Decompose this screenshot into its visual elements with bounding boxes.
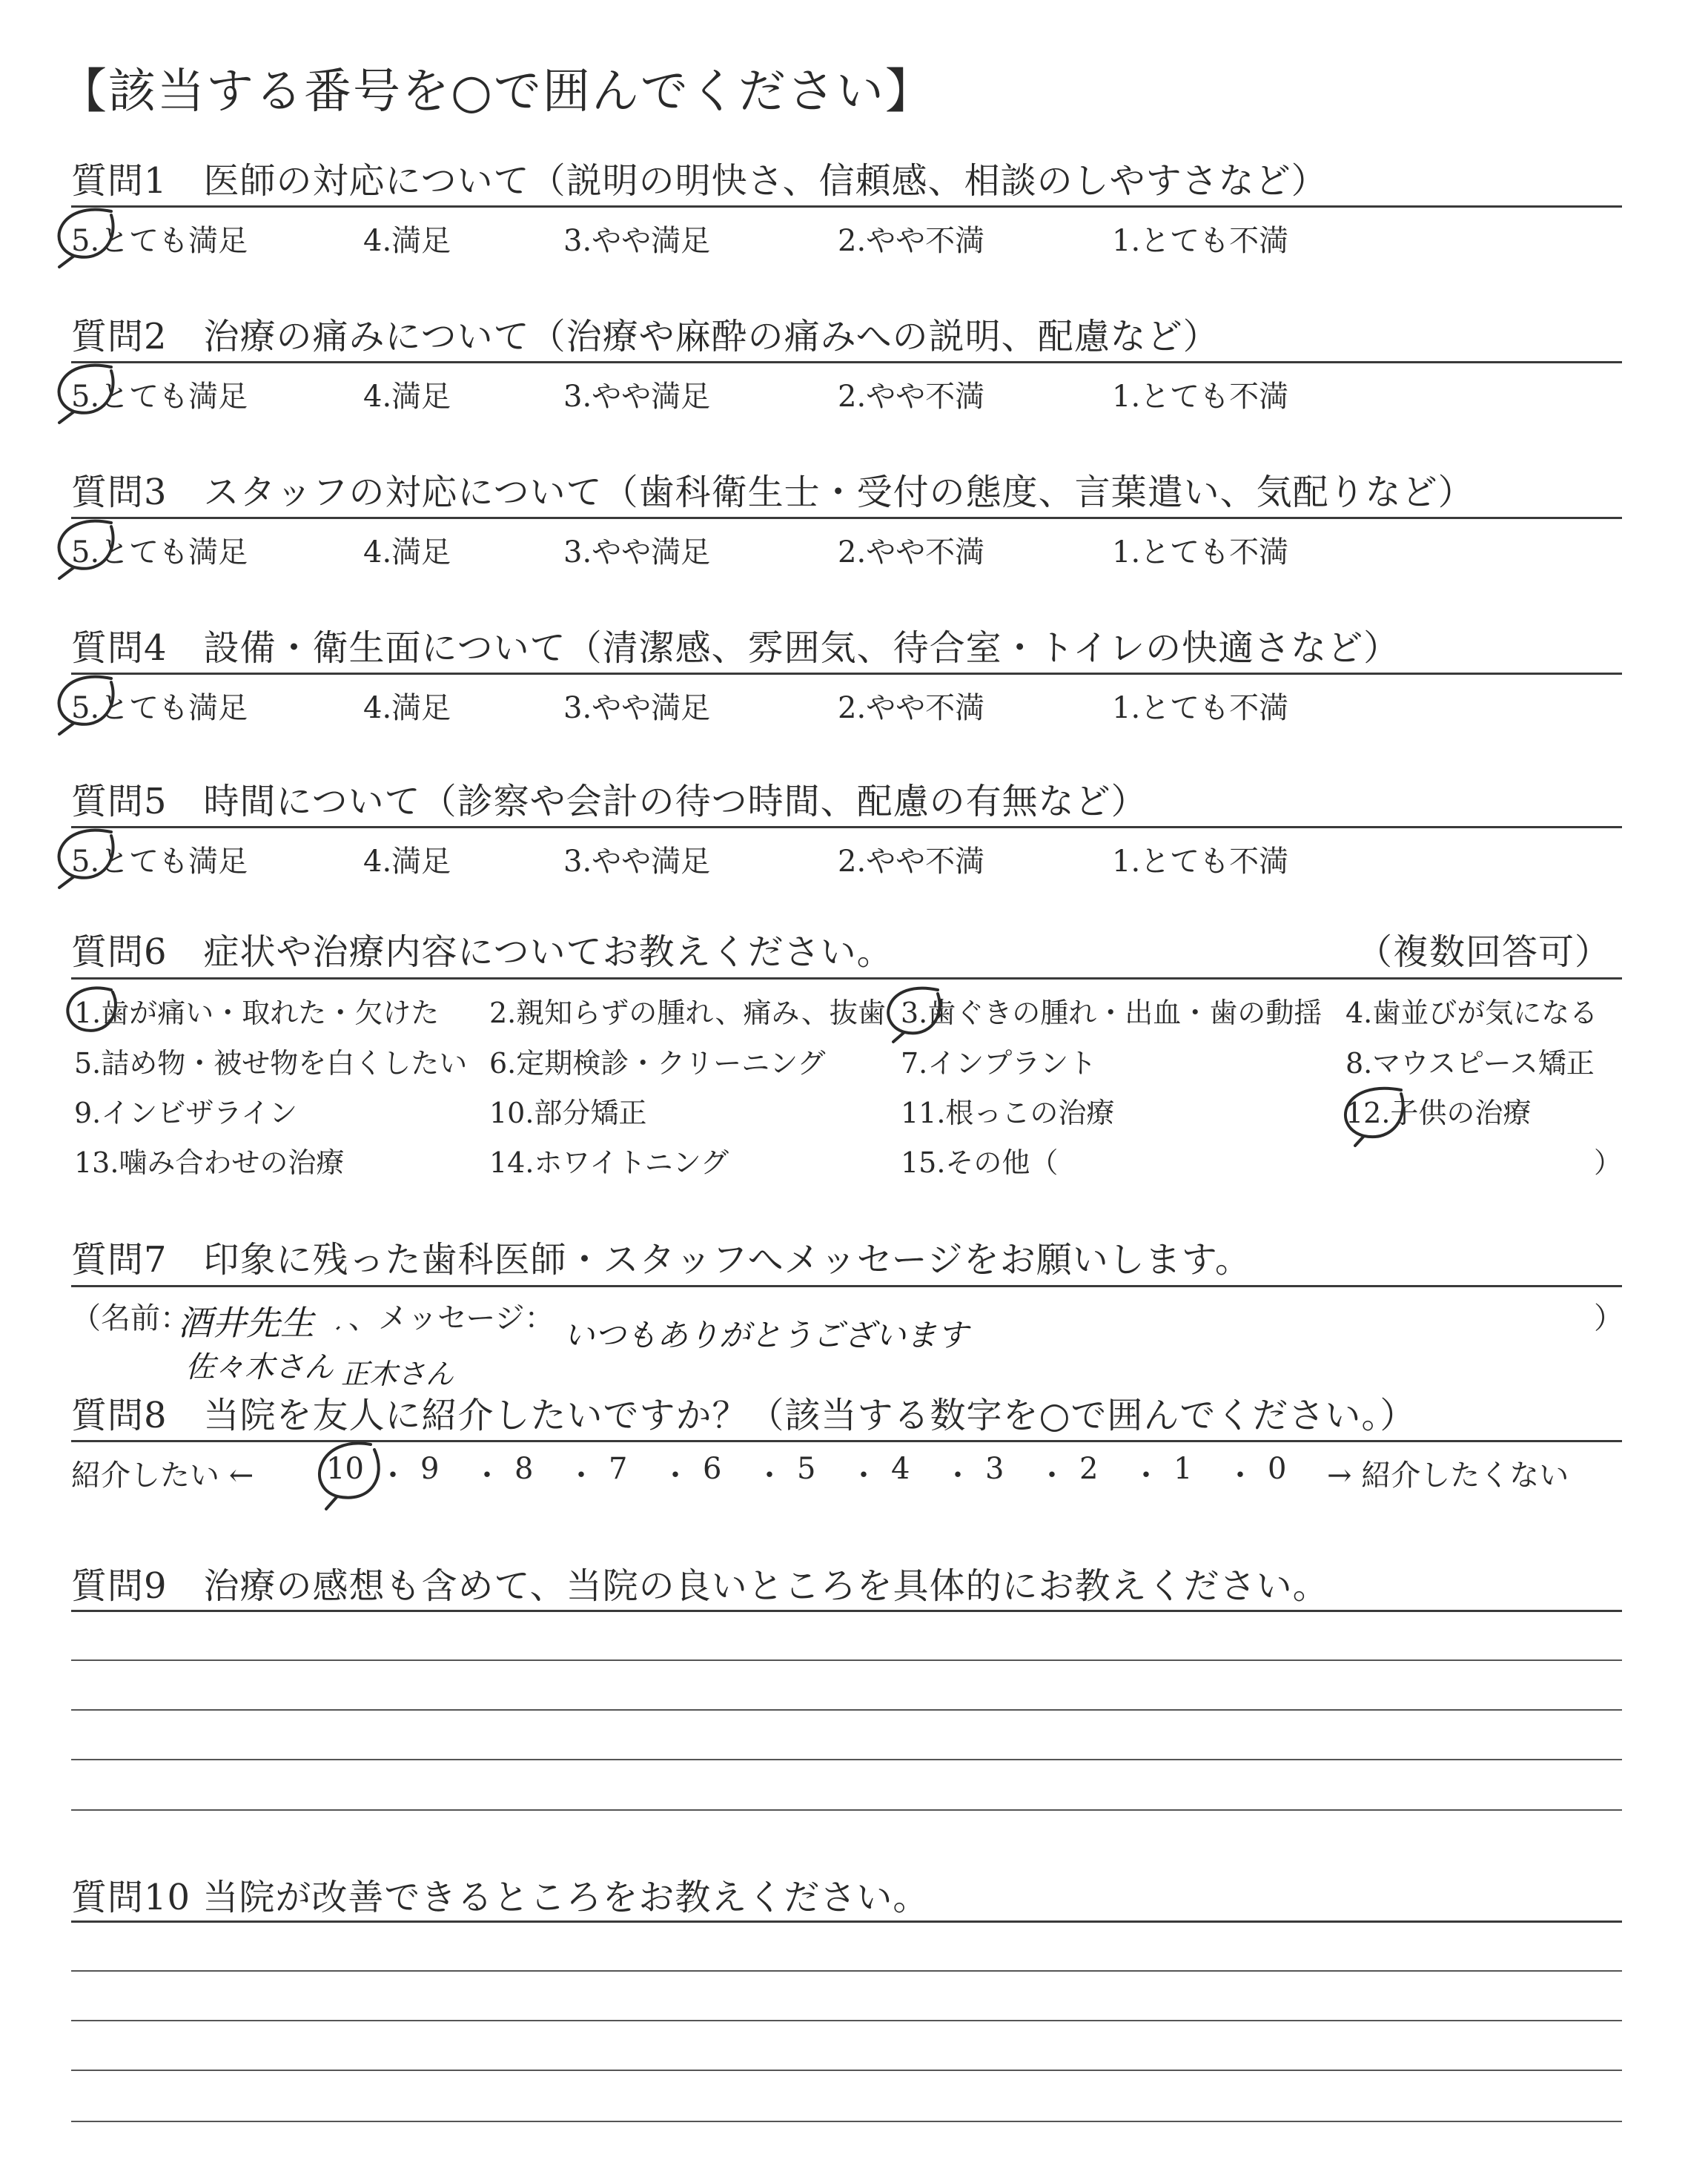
q8-separator: ・ [661,1459,690,1493]
q9-line [71,1809,1622,1811]
q7-message-label: 、メッセージ： [348,1301,555,1335]
q8-left-label: 紹介したい ← [71,1459,254,1493]
q6-option[interactable]: ） [1594,1146,1623,1179]
q6-option[interactable]: 9.インビザライン [74,1097,298,1129]
q9-line [71,1759,1622,1760]
q3-option[interactable]: 4.満足 [363,535,451,569]
q6-option[interactable]: 2.親知らずの腫れ、痛み、抜歯 [489,997,886,1029]
q6-title: 質問6 症状や治療内容についてお教えください。 [71,931,893,973]
q1-option[interactable]: 2.やや不満 [838,224,985,258]
q10-line [71,2070,1622,2071]
q2-option[interactable]: 5.とても満足 [71,380,248,414]
q8-separator: ・ [1037,1459,1067,1493]
q7-title: 質問7 印象に残った歯科医師・スタッフへメッセージをお願いします。 [71,1239,1251,1281]
q3-option[interactable]: 5.とても満足 [71,535,248,569]
q2-option[interactable]: 3.やや満足 [563,380,711,414]
q6-option[interactable]: 15.その他（ [901,1146,1059,1179]
q2-option[interactable]: 1.とても不満 [1112,380,1289,414]
q6-option[interactable]: 3.歯ぐきの腫れ・出血・歯の動揺 [901,997,1323,1029]
q7-rule [71,1285,1622,1287]
q8-separator: ・ [378,1459,408,1493]
handwritten-name-2: 佐々木さん [185,1350,334,1384]
page-title: 【該当する番号を○で囲んでください】 [59,65,934,119]
q3-option[interactable]: 2.やや不満 [838,535,985,569]
q7-close-paren: ） [1594,1301,1623,1335]
q8-scale-number[interactable]: 2 [1079,1452,1099,1486]
q2-rule [71,361,1622,363]
q8-separator: ・ [1131,1459,1161,1493]
q5-title: 質問5 時間について（診察や会計の待つ時間、配慮の有無など） [71,781,1148,822]
q6-option[interactable]: 1.歯が痛い・取れた・欠けた [74,997,440,1029]
q4-rule [71,673,1622,675]
q4-option[interactable]: 4.満足 [363,691,451,725]
q8-title: 質問8 当院を友人に紹介したいですか？（該当する数字を○で囲んでください。） [71,1395,1417,1436]
q8-separator: ・ [566,1459,596,1493]
q8-scale-number[interactable]: 10 [326,1452,364,1486]
q5-option[interactable]: 2.やや不満 [838,845,985,879]
q2-title: 質問2 治療の痛みについて（治療や麻酔の痛みへの説明、配慮など） [71,316,1219,357]
q8-scale-number[interactable]: 7 [609,1452,628,1486]
q3-option[interactable]: 3.やや満足 [563,535,711,569]
q6-option[interactable]: 8.マウスピース矯正 [1345,1047,1595,1080]
q4-option[interactable]: 1.とても不満 [1112,691,1289,725]
q1-title: 質問1 医師の対応について（説明の明快さ、信頼感、相談のしやすさなど） [71,160,1328,202]
q4-option[interactable]: 5.とても満足 [71,691,248,725]
q6-option[interactable]: 12.子供の治療 [1345,1097,1532,1129]
q7-name-label: （名前： [71,1301,190,1335]
q8-separator: ・ [755,1459,784,1493]
q1-option[interactable]: 3.やや満足 [563,224,711,258]
q4-option[interactable]: 3.やや満足 [563,691,711,725]
q8-scale-number[interactable]: 1 [1174,1452,1193,1486]
q9-title: 質問9 治療の感想も含めて、当院の良いところを具体的にお教えください。 [71,1565,1329,1607]
q9-rule [71,1610,1622,1612]
q6-option[interactable]: 10.部分矯正 [489,1097,647,1129]
q6-option[interactable]: 4.歯並びが気になる [1345,997,1598,1029]
q6-option[interactable]: 14.ホワイトニング [489,1146,729,1179]
q3-option[interactable]: 1.とても不満 [1112,535,1289,569]
q6-option[interactable]: 7.インプラント [901,1047,1097,1080]
q6-option[interactable]: 5.詰め物・被せ物を白くしたい [74,1047,468,1080]
q8-scale-number[interactable]: 9 [420,1452,440,1486]
q10-rule [71,1920,1622,1923]
q2-option[interactable]: 4.満足 [363,380,451,414]
q3-title: 質問3 スタッフの対応について（歯科衛生士・受付の態度、言葉遣い、気配りなど） [71,472,1474,513]
q8-scale-number[interactable]: 6 [703,1452,722,1486]
q6-rule [71,977,1622,980]
q8-scale-number[interactable]: 4 [891,1452,910,1486]
q5-option[interactable]: 4.満足 [363,845,451,879]
q1-option[interactable]: 5.とても満足 [71,224,248,258]
q8-scale-number[interactable]: 0 [1268,1452,1287,1486]
q4-title: 質問4 設備・衛生面について（清潔感、雰囲気、待合室・トイレの快適さなど） [71,627,1400,669]
q10-line [71,2020,1622,2021]
q8-separator: ・ [849,1459,878,1493]
q6-note: （複数回答可） [1357,931,1612,973]
q8-scale-number[interactable]: 5 [797,1452,816,1486]
q4-option[interactable]: 2.やや不満 [838,691,985,725]
handwritten-name-1: 酒井先生 [178,1303,314,1343]
q5-rule [71,826,1622,828]
handwritten-separator-dot [337,1327,339,1329]
q6-option[interactable]: 6.定期検診・クリーニング [489,1047,826,1080]
handwritten-name-3: 正木さん [341,1358,454,1390]
q2-option[interactable]: 2.やや不満 [838,380,985,414]
handwritten-message: いつもありがとうございます [563,1317,969,1353]
q8-separator: ・ [943,1459,973,1493]
q10-line [71,2121,1622,2122]
q9-line [71,1709,1622,1711]
q9-line [71,1659,1622,1661]
q1-option[interactable]: 1.とても不満 [1112,224,1289,258]
q8-scale-number[interactable]: 8 [514,1452,534,1486]
q6-option[interactable]: 11.根っこの治療 [901,1097,1115,1129]
q5-option[interactable]: 3.やや満足 [563,845,711,879]
q1-option[interactable]: 4.満足 [363,224,451,258]
q5-option[interactable]: 5.とても満足 [71,845,248,879]
q10-line [71,1970,1622,1972]
q3-rule [71,517,1622,519]
q6-option[interactable]: 13.噛み合わせの治療 [74,1146,345,1179]
q10-title: 質問10 当院が改善できるところをお教えください。 [71,1877,930,1918]
q1-rule [71,205,1622,208]
q5-option[interactable]: 1.とても不満 [1112,845,1289,879]
q8-scale-number[interactable]: 3 [985,1452,1004,1486]
q8-separator: ・ [1225,1459,1255,1493]
q8-right-label: → 紹介したくない [1327,1459,1569,1493]
q8-separator: ・ [472,1459,502,1493]
q8-rule [71,1440,1622,1442]
